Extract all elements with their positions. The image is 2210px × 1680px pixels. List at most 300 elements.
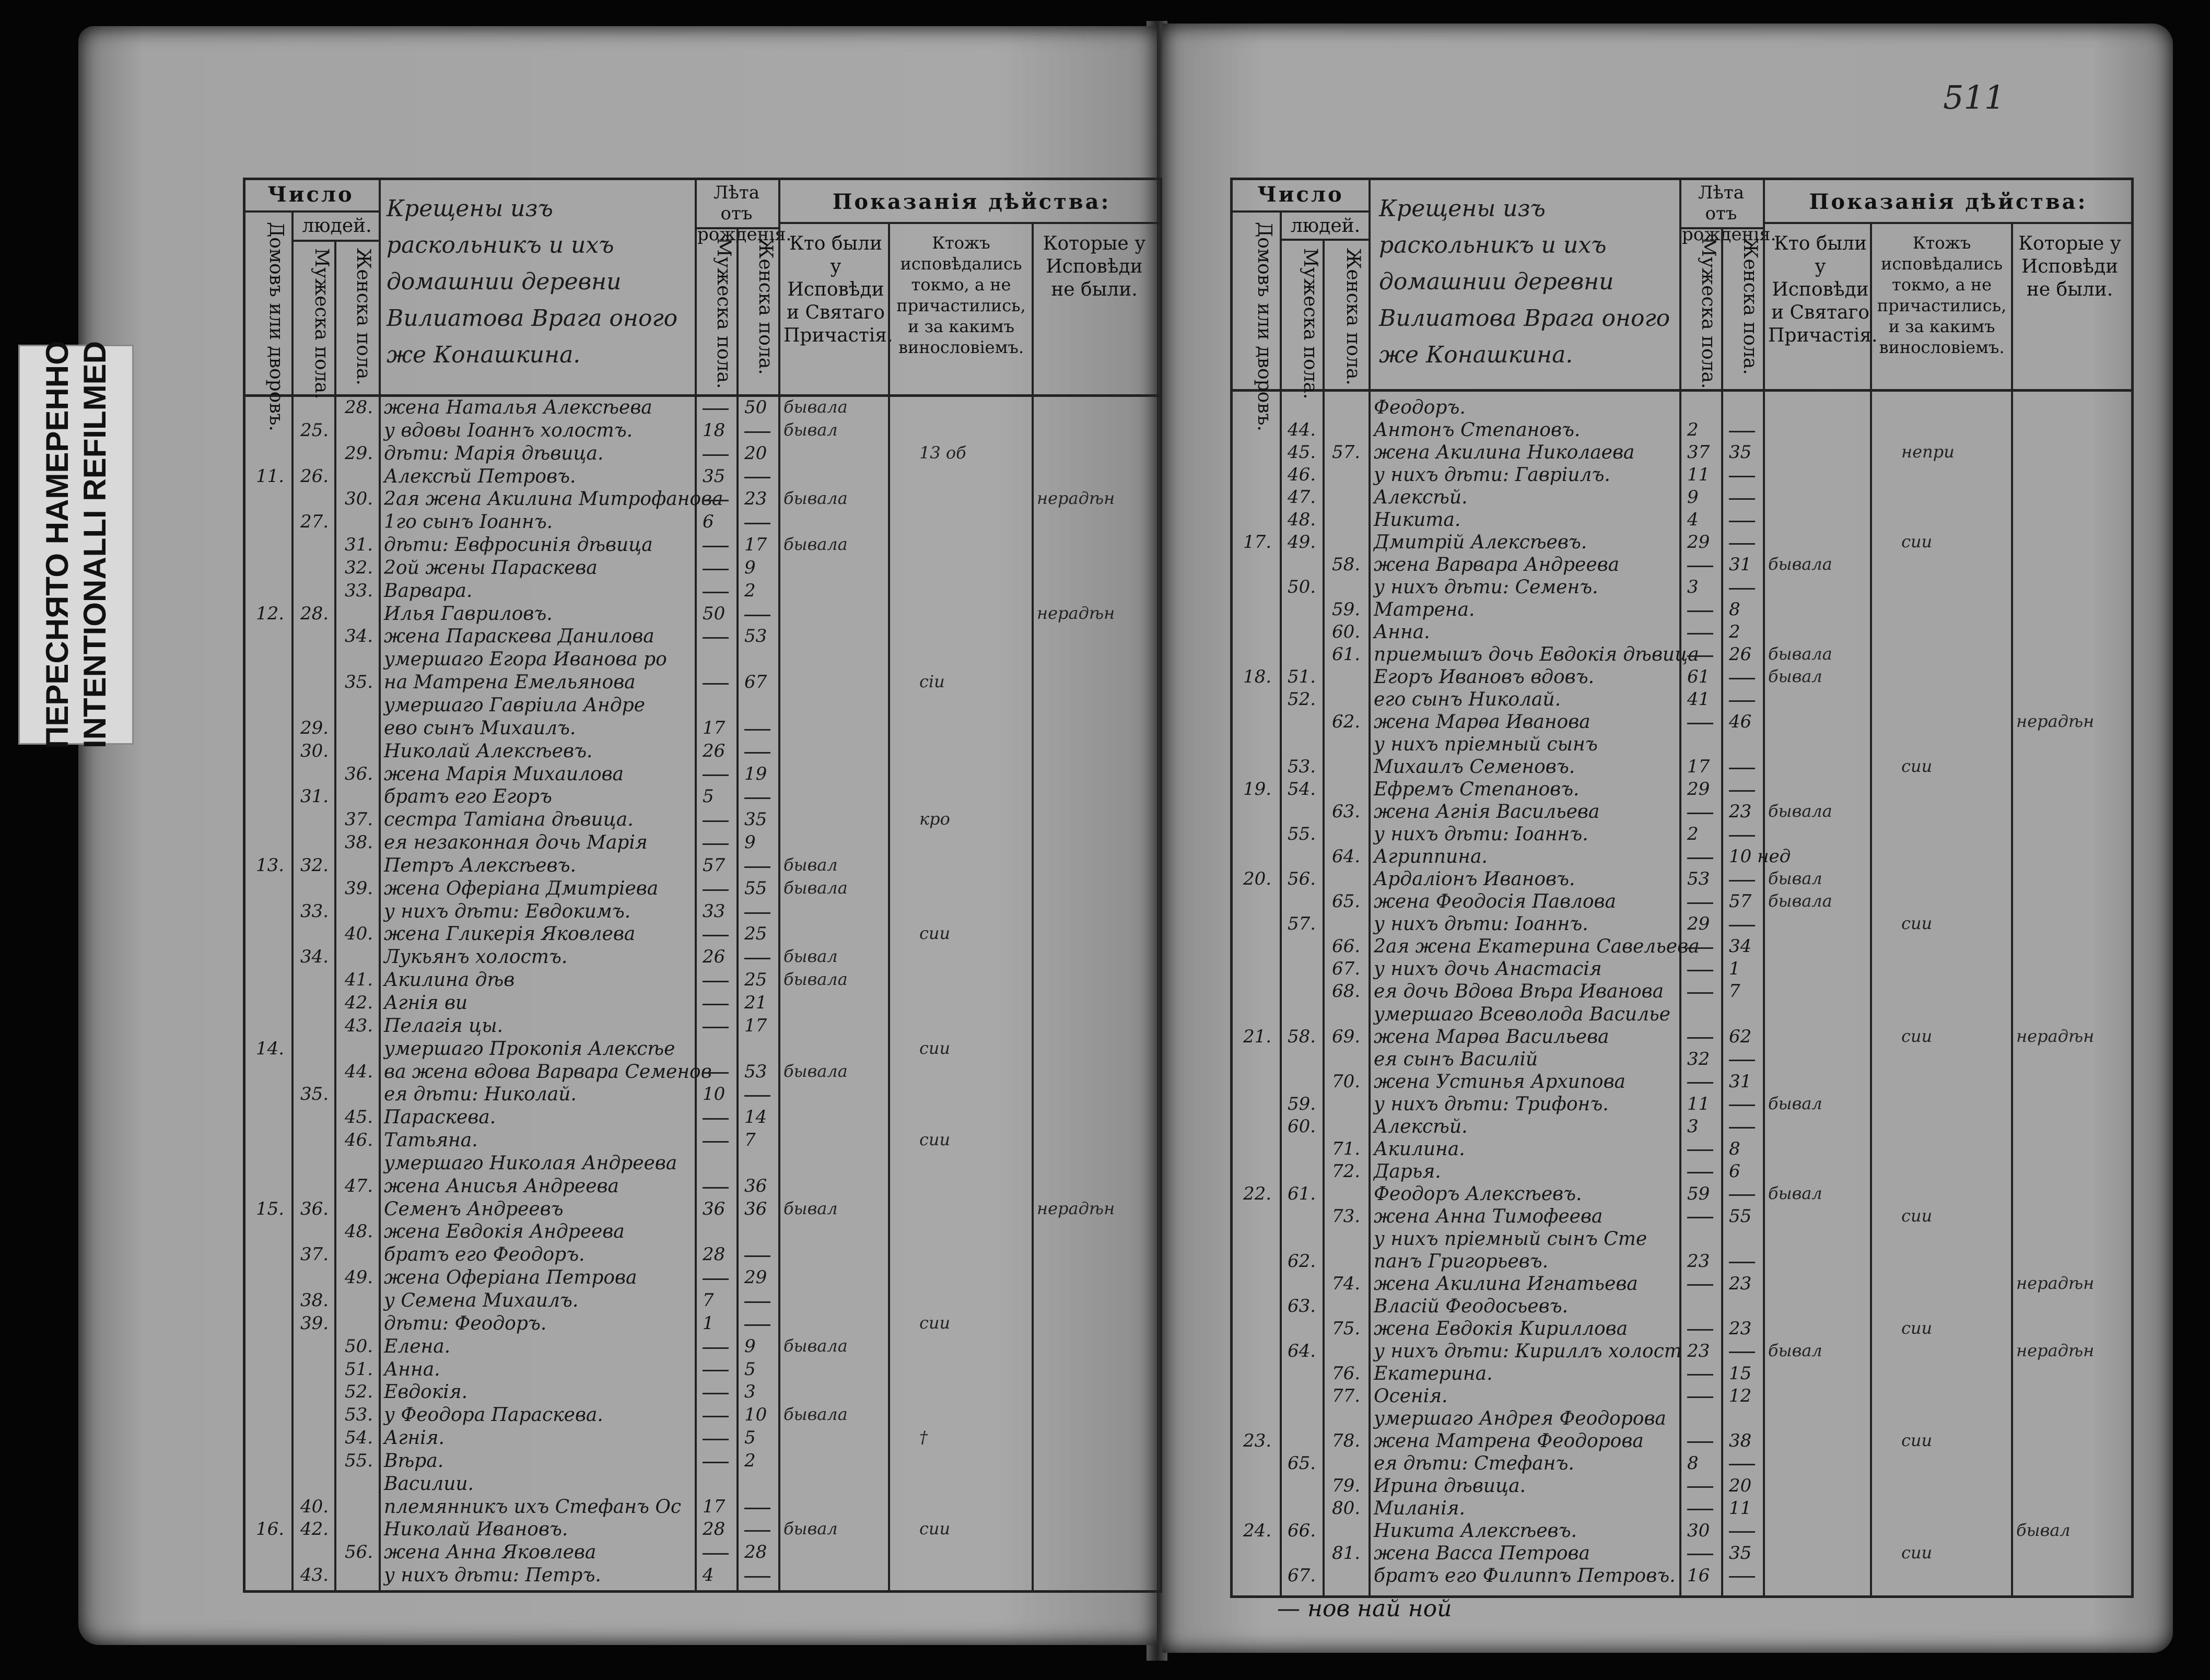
register-row: [1233, 1273, 2131, 1296]
male-number: 33.: [300, 900, 329, 922]
person-entry: сестра Татіана дѣвица.: [384, 809, 634, 831]
register-row: [1233, 554, 2131, 577]
female-number: 57.: [1332, 442, 1361, 463]
age-male: 28: [703, 1244, 726, 1265]
blank-dash: [1729, 588, 1755, 590]
person-entry: умершаго Николая Андреева: [384, 1152, 677, 1174]
male-number: 44.: [1288, 419, 1316, 441]
register-row: [245, 1130, 1160, 1153]
person-entry: жена Гликерія Яковлева: [384, 923, 636, 945]
person-entry: Никита.: [1374, 509, 1461, 531]
no-confession-mark: нерадѣн: [1037, 488, 1115, 509]
male-number: 66.: [1288, 1520, 1316, 1541]
register-row: [1233, 1543, 2131, 1565]
blank-dash: [703, 1004, 729, 1005]
header-domov-r: Домовъ или дворовъ.: [1254, 222, 1275, 431]
blank-dash: [703, 1370, 729, 1371]
blank-dash: [703, 1439, 729, 1440]
age-male: 5: [703, 786, 714, 807]
blank-dash: [1729, 835, 1755, 837]
register-row: [245, 946, 1160, 969]
house-number: 19.: [1243, 779, 1272, 800]
male-number: 65.: [1288, 1452, 1316, 1474]
age-female: 2: [744, 1450, 756, 1471]
confession-communion-mark: бывала: [784, 1335, 848, 1356]
male-number: 29.: [300, 717, 329, 738]
male-number: 56.: [1288, 868, 1316, 890]
person-entry: Параскева.: [384, 1107, 496, 1129]
confession-communion-mark: бывал: [784, 946, 838, 967]
header-col-a: Кто были у Исповѣди и Святаго Причастія.: [784, 233, 893, 346]
age-female: 6: [1729, 1160, 1740, 1182]
female-number: 76.: [1332, 1362, 1361, 1384]
blank-dash: [703, 592, 729, 593]
person-entry: у нихъ дѣти: Евдокимъ.: [384, 900, 631, 922]
confession-only-mark: сии: [919, 1519, 951, 1539]
male-number: 64.: [1288, 1340, 1316, 1361]
register-row: [1233, 958, 2131, 981]
blank-dash: [703, 1416, 729, 1417]
age-female: 7: [744, 1130, 756, 1151]
confession-only-mark: сіи: [919, 672, 945, 692]
register-row: [245, 1450, 1160, 1473]
male-number: 59.: [1288, 1093, 1316, 1114]
header-muzh2-r: Мужеска пола.: [1698, 238, 1719, 389]
confession-only-mark: сии: [1901, 1026, 1933, 1046]
age-female: 31: [1729, 554, 1752, 575]
female-number: 31.: [345, 534, 373, 556]
male-number: 43.: [300, 1565, 329, 1586]
register-row: [1233, 464, 2131, 487]
register-row: [245, 511, 1160, 534]
register-row: [1233, 621, 2131, 644]
blank-dash: [1687, 1486, 1713, 1488]
register-row: [245, 1313, 1160, 1336]
register-row: [1233, 1228, 2131, 1251]
blank-dash: [703, 454, 729, 456]
blank-dash: [703, 546, 729, 547]
register-row: [245, 1221, 1160, 1244]
register-row: [245, 580, 1160, 603]
register-row: [1233, 577, 2131, 599]
register-row: [1233, 666, 2131, 689]
person-entry: ея дѣти: Стефанъ.: [1374, 1452, 1574, 1474]
person-entry: жена Марѳа Васильева: [1374, 1026, 1609, 1048]
person-entry: Миланія.: [1374, 1497, 1465, 1519]
register-row: [245, 1244, 1160, 1267]
male-number: 50.: [1288, 577, 1316, 598]
blank-dash: [703, 1462, 729, 1463]
blank-dash: [1729, 1576, 1755, 1578]
age-female: 9: [744, 1335, 756, 1357]
register-row: [1233, 1071, 2131, 1094]
age-female: 23: [1729, 801, 1752, 823]
person-entry: Анна.: [1374, 621, 1430, 643]
blank-dash: [1687, 902, 1713, 904]
register-row: [245, 1038, 1160, 1061]
person-entry: Дарья.: [1374, 1160, 1441, 1182]
person-entry: Ефремъ Степановъ.: [1374, 779, 1580, 801]
male-number: 47.: [1288, 487, 1316, 508]
age-female: 5: [744, 1427, 756, 1449]
age-male: 53: [1687, 868, 1710, 890]
age-female: 29: [744, 1267, 767, 1288]
confession-communion-mark: бывал: [784, 1519, 838, 1539]
person-entry: Власій Феодосьевъ.: [1374, 1295, 1568, 1317]
age-female: 55: [1729, 1205, 1752, 1227]
person-entry: его сынъ Николай.: [1374, 689, 1561, 711]
person-entry: жена Евдокія Андреева: [384, 1221, 625, 1243]
female-number: 40.: [345, 923, 373, 945]
age-female: 31: [1729, 1071, 1752, 1092]
male-number: 36.: [300, 1198, 329, 1219]
header-muzh2: Мужеска пола.: [713, 238, 734, 389]
blank-dash: [744, 1301, 770, 1303]
age-male: 16: [1687, 1565, 1710, 1586]
blank-dash: [1687, 1441, 1713, 1443]
confession-only-mark: сии: [919, 1130, 951, 1150]
confession-communion-mark: бывала: [784, 534, 848, 555]
age-male: 11: [1687, 464, 1710, 486]
age-female: 21: [744, 992, 767, 1013]
header-domov: Домовъ или дворовъ.: [265, 222, 287, 431]
confession-communion-mark: бывала: [784, 488, 848, 509]
female-number: 64.: [1332, 846, 1361, 867]
header-zhen-r: Женска пола.: [1342, 248, 1364, 385]
no-confession-mark: нерадѣн: [2016, 1026, 2095, 1046]
register-row: [1233, 1475, 2131, 1498]
register-row: [245, 1359, 1160, 1382]
header-col-a-r: Кто были у Исповѣди и Святаго Причастія.: [1768, 233, 1878, 346]
blank-dash: [1729, 498, 1755, 500]
age-male: 30: [1687, 1520, 1710, 1541]
male-number: 55.: [1288, 824, 1316, 845]
male-number: 42.: [300, 1519, 329, 1540]
person-entry: Анна.: [384, 1358, 440, 1380]
register-row: [245, 992, 1160, 1015]
person-entry: Акилина.: [1374, 1138, 1465, 1160]
confession-communion-mark: бывал: [784, 854, 838, 875]
person-entry: панъ Григорьевъ.: [1374, 1250, 1549, 1272]
female-number: 50.: [345, 1335, 373, 1357]
register-row: [1233, 936, 2131, 958]
female-number: 71.: [1332, 1138, 1361, 1159]
age-female: 17: [744, 1015, 767, 1036]
age-female: 11: [1729, 1497, 1752, 1519]
male-number: 26.: [300, 465, 329, 487]
age-female: 28: [744, 1542, 767, 1563]
age-female: 15: [1729, 1362, 1752, 1384]
person-entry: Михаилъ Семеновъ.: [1374, 756, 1575, 778]
female-number: 48.: [345, 1221, 373, 1242]
confession-communion-mark: бывала: [784, 397, 848, 417]
blank-dash: [1687, 1329, 1713, 1331]
person-entry: Ирина дѣвица.: [1374, 1475, 1526, 1497]
confession-communion-mark: бывала: [784, 1404, 848, 1425]
age-female: 23: [1729, 1318, 1752, 1339]
blank-dash: [1687, 655, 1713, 657]
person-entry: Алексѣй.: [1374, 487, 1468, 509]
female-number: 41.: [345, 969, 373, 991]
person-entry: Дмитрій Алексѣевъ.: [1374, 532, 1587, 554]
person-entry: жена Феодосія Павлова: [1374, 891, 1616, 913]
age-female: 34: [1729, 936, 1752, 957]
register-row: [245, 878, 1160, 901]
person-entry: Лукьянъ холостъ.: [384, 946, 568, 968]
blank-dash: [703, 1393, 729, 1394]
person-entry: 2ой жены Параскева: [384, 557, 598, 579]
blank-dash: [744, 1255, 770, 1257]
register-row: [245, 1336, 1160, 1359]
person-entry: Илья Гавриловъ.: [384, 603, 553, 625]
female-number: 62.: [1332, 711, 1361, 733]
blank-dash: [744, 958, 770, 959]
age-female: 1: [1729, 958, 1740, 980]
female-number: 46.: [345, 1130, 373, 1151]
confession-communion-mark: бывал: [1768, 868, 1822, 889]
no-confession-mark: бывал: [2016, 1520, 2071, 1540]
blank-dash: [1729, 1262, 1755, 1263]
person-entry: ея дѣти: Николай.: [384, 1084, 577, 1106]
female-number: 54.: [345, 1427, 373, 1449]
female-number: 36.: [345, 763, 373, 784]
person-entry: братъ его Егоръ: [384, 786, 552, 808]
person-entry: умершаго Прокопія Алексѣе: [384, 1038, 675, 1060]
blank-dash: [1687, 1554, 1713, 1555]
female-number: 81.: [1332, 1542, 1361, 1564]
house-number: 16.: [256, 1519, 285, 1540]
female-number: 66.: [1332, 936, 1361, 957]
female-number: 35.: [345, 672, 373, 693]
female-number: 74.: [1332, 1273, 1361, 1294]
male-number: 48.: [1288, 509, 1316, 531]
age-male: 4: [703, 1565, 714, 1586]
register-row: [1233, 1565, 2131, 1588]
no-confession-mark: нерадѣн: [2016, 711, 2095, 732]
register-row: [245, 1496, 1160, 1519]
header-muzh-r: Мужеска пола.: [1300, 248, 1321, 400]
person-entry: Егоръ Ивановъ вдовъ.: [1374, 666, 1595, 688]
blank-dash: [1687, 947, 1713, 949]
age-female: 53: [744, 1061, 767, 1082]
age-female: 50: [744, 397, 767, 418]
confession-communion-mark: бывал: [1768, 1183, 1822, 1203]
age-female: 25: [744, 923, 767, 945]
register-row: [1233, 1161, 2131, 1183]
person-entry: 2ая жена Екатерина Савельева: [1374, 936, 1700, 958]
person-entry: Алексѣй.: [1374, 1115, 1468, 1137]
age-male: 32: [1687, 1048, 1710, 1070]
age-male: 23: [1687, 1250, 1710, 1272]
person-entry: у нихъ дѣти: Іоаннъ.: [1374, 913, 1588, 935]
left-title: Крещены изъ раскольникъ и ихъ домашнии деревни Вилиатова Врага оного же Конашкина.: [387, 195, 678, 368]
house-number: 17.: [1243, 532, 1272, 553]
blank-dash: [703, 1347, 729, 1349]
register-row: [245, 397, 1160, 420]
confession-only-mark: †: [919, 1427, 928, 1448]
age-male: 61: [1687, 666, 1710, 688]
male-number: 30.: [300, 740, 329, 761]
house-number: 18.: [1243, 666, 1272, 688]
male-number: 25.: [300, 419, 329, 441]
male-number: 53.: [1288, 756, 1316, 778]
age-male: 35: [703, 465, 726, 487]
register-row: [245, 1381, 1160, 1404]
male-number: 60.: [1288, 1115, 1316, 1137]
register-row: [1233, 644, 2131, 666]
person-entry: жена Васса Петрова: [1374, 1542, 1590, 1564]
person-entry: ва жена вдова Варвара Семенов: [384, 1061, 712, 1083]
female-number: 56.: [345, 1542, 373, 1563]
register-row: [1233, 801, 2131, 824]
person-entry: на Матрена Емельянова: [384, 672, 636, 694]
register-row: [1233, 1498, 2131, 1520]
person-entry: 1го сынъ Іоаннъ.: [384, 511, 553, 533]
age-female: 35: [1729, 1542, 1752, 1564]
age-female: 23: [744, 488, 767, 510]
confession-communion-mark: бывала: [1768, 554, 1832, 574]
blank-dash: [703, 408, 729, 410]
register-row: [245, 1153, 1160, 1176]
blank-dash: [703, 637, 729, 639]
blank-dash: [1687, 813, 1713, 814]
person-entry: Антонъ Степановъ.: [1374, 419, 1581, 441]
person-entry: Алексѣй Петровъ.: [384, 465, 576, 487]
header-lyudey-r: людей.: [1290, 215, 1361, 237]
female-number: 61.: [1332, 644, 1361, 665]
house-number: 21.: [1243, 1026, 1272, 1047]
female-number: 42.: [345, 992, 373, 1013]
age-male: 3: [1687, 1115, 1699, 1137]
female-number: 58.: [1332, 554, 1361, 575]
female-number: 63.: [1332, 801, 1361, 823]
age-female: 36: [744, 1175, 767, 1196]
register-row: [1233, 1408, 2131, 1430]
register-row: [1233, 1116, 2131, 1138]
house-number: 22.: [1243, 1183, 1272, 1204]
blank-dash: [1687, 1284, 1713, 1286]
age-male: 2: [1687, 419, 1699, 441]
register-row: [245, 488, 1160, 511]
person-entry: у нихъ дѣти: Трифонъ.: [1374, 1093, 1609, 1115]
register-row: [1233, 711, 2131, 734]
blank-dash: [1729, 1105, 1755, 1106]
male-number: 38.: [300, 1290, 329, 1311]
register-row: [1233, 1026, 2131, 1049]
blank-dash: [1729, 700, 1755, 702]
register-row: [1233, 1004, 2131, 1026]
person-entry: умершаго Егора Иванова ро: [384, 649, 667, 671]
header-lyudey: людей.: [302, 215, 372, 237]
blank-dash: [703, 1187, 729, 1189]
register-row: [1233, 1430, 2131, 1453]
register-row: [245, 1427, 1160, 1450]
blank-dash: [703, 1553, 729, 1555]
register-row: [245, 923, 1160, 946]
age-male: 37: [1687, 442, 1710, 463]
register-row: [1233, 1183, 2131, 1206]
age-male: 7: [703, 1290, 714, 1311]
female-number: 47.: [345, 1175, 373, 1196]
header-zhen: Женска пола.: [353, 248, 374, 385]
blank-dash: [1687, 1149, 1713, 1151]
age-female: 5: [744, 1358, 756, 1380]
female-number: 65.: [1332, 891, 1361, 912]
confession-communion-mark: бывала: [1768, 891, 1832, 911]
blank-dash: [744, 1576, 770, 1578]
confession-only-mark: сии: [1901, 1430, 1933, 1450]
age-female: 57: [1729, 891, 1752, 912]
person-entry: племянникъ ихъ Стефанъ Ос: [384, 1496, 682, 1518]
person-entry: ево сынъ Михаилъ.: [384, 717, 576, 739]
register-row: [1233, 509, 2131, 532]
register-row: [1233, 1318, 2131, 1341]
right-footer-note: — нов най ной: [1277, 1595, 1452, 1622]
confession-only-mark: 13 об: [919, 442, 966, 463]
age-female: 36: [744, 1198, 767, 1219]
female-number: 69.: [1332, 1026, 1361, 1047]
register-row: [245, 1061, 1160, 1084]
blank-dash: [1687, 1217, 1713, 1218]
blank-dash: [1687, 633, 1713, 635]
register-row: [1233, 981, 2131, 1003]
register-row: [1233, 1520, 2131, 1543]
register-row: [245, 1404, 1160, 1427]
age-male: 2: [1687, 824, 1699, 845]
blank-dash: [744, 523, 770, 524]
person-entry: у нихъ дѣти: Іоаннъ.: [1374, 824, 1588, 845]
refilmed-stamp: [18, 340, 134, 749]
age-male: 59: [1687, 1183, 1710, 1204]
age-female: 8: [1729, 1138, 1740, 1159]
female-number: 75.: [1332, 1318, 1361, 1339]
person-entry: жена Параскева Данилова: [384, 626, 654, 648]
blank-dash: [1687, 1082, 1713, 1084]
register-row: [245, 695, 1160, 718]
header-leta: Лѣта отъ рожденія.: [697, 182, 792, 245]
register-row: [245, 466, 1160, 489]
male-number: 27.: [300, 511, 329, 533]
confession-only-mark: сии: [1901, 1542, 1933, 1562]
house-number: 24.: [1243, 1520, 1272, 1541]
header-col-c-r: Которые у Исповѣди не были.: [2018, 233, 2121, 300]
female-number: 55.: [345, 1450, 373, 1471]
age-male: 33: [703, 900, 726, 922]
blank-dash: [744, 1508, 770, 1509]
age-female: 9: [744, 557, 756, 578]
female-number: 39.: [345, 877, 373, 899]
register-row: [1233, 891, 2131, 913]
male-number: 67.: [1288, 1565, 1316, 1586]
female-number: 72.: [1332, 1160, 1361, 1182]
register-row: [245, 1267, 1160, 1290]
age-male: 3: [1687, 577, 1699, 598]
male-number: 45.: [1288, 442, 1316, 463]
age-male: 26: [703, 740, 726, 761]
folio-number: 511: [1943, 78, 2005, 116]
header-chislo: Число: [267, 182, 354, 207]
female-number: 70.: [1332, 1071, 1361, 1092]
register-row: [1233, 599, 2131, 621]
right-register-table: [1230, 178, 2134, 1598]
person-entry: жена Варвара Андреева: [1374, 554, 1620, 576]
age-female: 38: [1729, 1430, 1752, 1451]
age-female: 46: [1729, 711, 1752, 733]
register-row: [245, 626, 1160, 649]
male-number: 31.: [300, 786, 329, 807]
confession-communion-mark: бывал: [1768, 666, 1822, 687]
person-entry: у нихъ дѣти: Кириллъ холост: [1374, 1340, 1682, 1362]
